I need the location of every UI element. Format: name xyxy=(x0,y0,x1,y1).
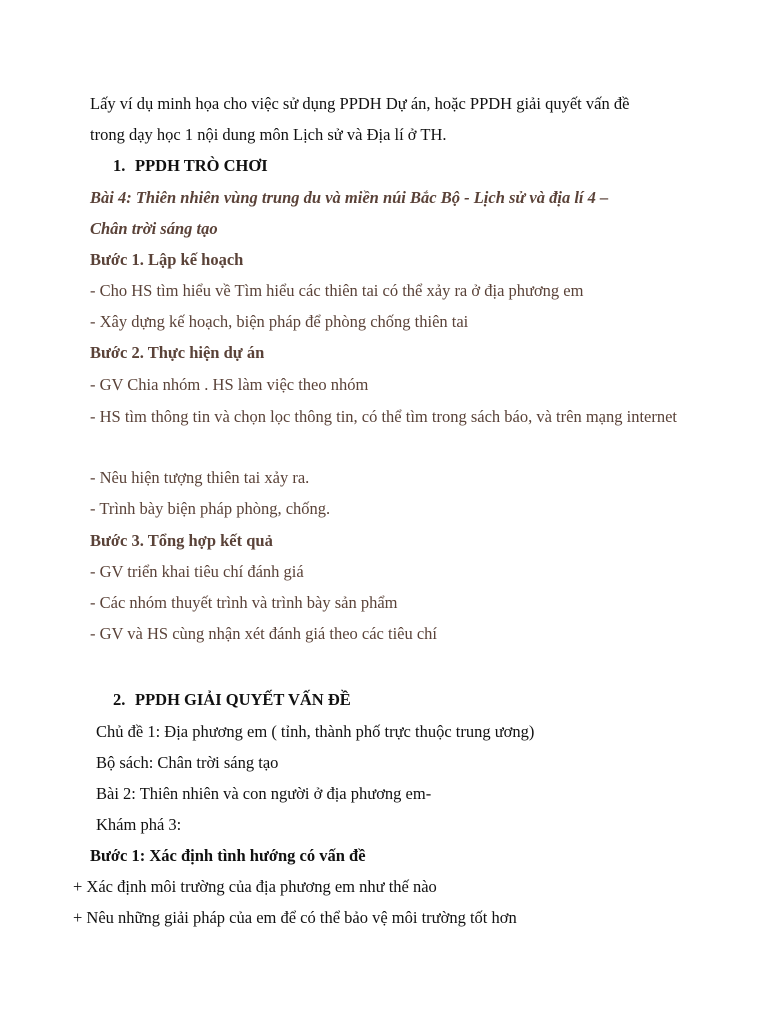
step-1-title: Bước 1. Lập kế hoạch xyxy=(90,250,244,269)
step-3-item: - GV triển khai tiêu chí đánh giá xyxy=(90,562,304,581)
step-3-item: - Các nhóm thuyết trình và trình bày sản phẩm xyxy=(90,593,398,612)
intro-line-2: trong dạy học 1 nội dung môn Lịch sử và Địa lí ở TH. xyxy=(90,125,447,144)
section-2-heading xyxy=(113,690,351,710)
explore-line: Khám phá 3: xyxy=(96,815,182,834)
step-2-item: - Trình bày biện pháp phòng, chống. xyxy=(90,499,331,518)
step-1-item: - Xây dựng kế hoạch, biện pháp để phòng chống thiên tai xyxy=(90,312,469,331)
intro-line-1: Lấy ví dụ minh họa cho việc sử dụng PPDH Dự án, hoặc PPDH giải quyết vấn đề xyxy=(90,94,630,113)
step-2-title: Bước 2. Thực hiện dự án xyxy=(90,343,265,362)
step-1-item: - Cho HS tìm hiểu về Tìm hiểu các thiên tai có thể xảy ra ở địa phương em xyxy=(90,281,584,300)
book-line: Bộ sách: Chân trời sáng tạo xyxy=(96,753,279,772)
step-2-item-wrapped: - HS tìm thông tin và chọn lọc thông tin, có thể tìm trong sách báo, và trên mạng internet xyxy=(90,407,678,426)
section-2-step-1-title: Bước 1: Xác định tình hướng có vấn đề xyxy=(90,846,366,865)
lesson-title-line-2: Chân trời sáng tạo xyxy=(90,219,218,238)
bullet-item: + Xác định môi trường của địa phương em như thế nào xyxy=(73,877,437,896)
section-2-number: 2. xyxy=(113,690,126,709)
lesson-line: Bài 2: Thiên nhiên và con người ở địa phương em- xyxy=(96,784,432,803)
step-2-item: - Nêu hiện tượng thiên tai xảy ra. xyxy=(90,468,310,487)
lesson-title-line-1: Bài 4: Thiên nhiên vùng trung du và miền núi Bắc Bộ - Lịch sử và địa lí 4 – xyxy=(90,188,609,207)
topic-line: Chủ đề 1: Địa phương em ( tỉnh, thành phố trực thuộc trung ương) xyxy=(96,722,535,741)
section-1-heading xyxy=(113,156,268,176)
section-1-number: 1. xyxy=(113,156,126,175)
step-3-item: - GV và HS cùng nhận xét đánh giá theo các tiêu chí xyxy=(90,624,438,643)
section-1-title: PPDH TRÒ CHƠI xyxy=(135,156,268,175)
bullet-item: + Nêu những giải pháp của em để có thể bảo vệ môi trường tốt hơn xyxy=(73,908,517,927)
section-2-title: PPDH GIẢI QUYẾT VẤN ĐỀ xyxy=(135,690,351,709)
step-2-item: - GV Chia nhóm . HS làm việc theo nhóm xyxy=(90,375,369,394)
step-3-title: Bước 3. Tổng hợp kết quả xyxy=(90,531,273,550)
